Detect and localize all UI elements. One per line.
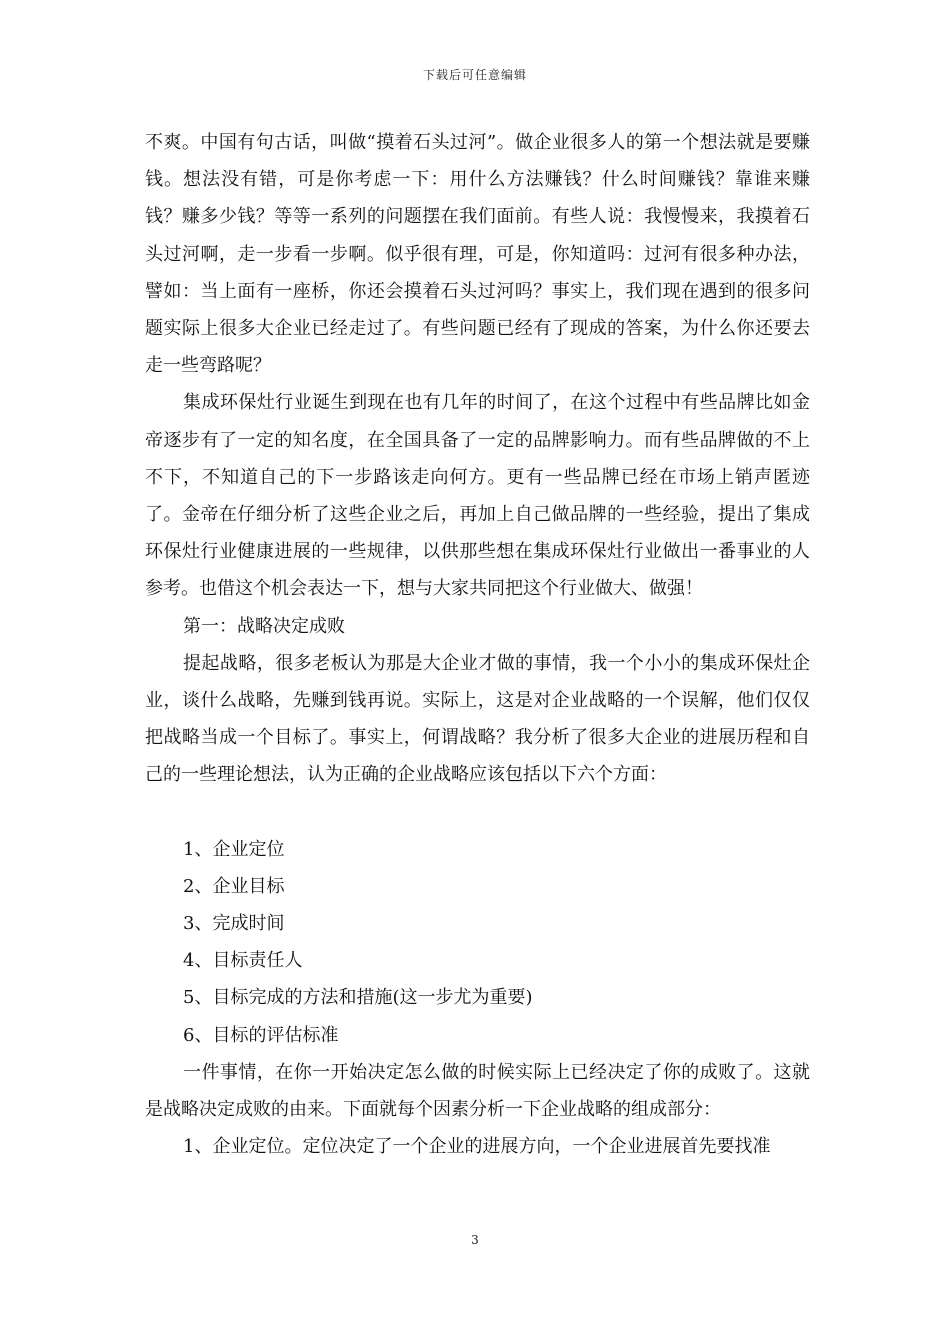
paragraph-4: 一件事情，在你一开始决定怎么做的时候实际上已经决定了你的成败了。这就是战略决定成败的由来。下面就每个因素分析一下企业战略的组成部分： [145,1061,810,1121]
paragraph-3: 提起战略，很多老板认为那是大企业才做的事情，我一个小小的集成环保灶企业，谈什么战略，先赚到钱再说。实际上，这是对企业战略的一个误解，他们仅仅把战略当成一个目标了。事实上，何谓战略？我分析了很多大企业的进展历程和自己的一些理论想法，认为正确的企业战略应该包括以下六个方面： [145,652,810,786]
list-item: 6、目标的评估标准 [183,1024,339,1046]
list-item: 5、目标完成的方法和措施(这一步尤为重要) [183,987,533,1009]
page-number: 3 [471,1233,479,1247]
list-item: 1、企业定位 [183,838,285,860]
paragraph-1: 不爽。中国有句古话，叫做“摸着石头过河”。做企业很多人的第一个想法就是要赚钱。想法没有错，可是你考虑一下：用什么方法赚钱？什么时间赚钱？靠谁来赚钱？赚多少钱？等等一系列的问题摆在我们面前。有些人说：我慢慢来，我摸着石头过河啊，走一步看一步啊。似乎很有理，可是，你知道吗：过河有很多种办法，譬如：当上面有一座桥，你还会摸着石头过河吗？事实上，我们现在遇到的很多问题实际上很多大企业已经走过了。有些问题已经有了现成的答案，为什么你还要去走一些弯路呢？ [145,132,810,377]
paragraph-2: 集成环保灶行业诞生到现在也有几年的时间了，在这个过程中有些品牌比如金帝逐步有了一定的知名度，在全国具备了一定的品牌影响力。而有些品牌做的不上不下，不知道自己的下一步路该走向何方。更有一些品牌已经在市场上销声匿迹了。金帝在仔细分析了这些企业之后，再加上自己做品牌的一些经验，提出了集成环保灶行业健康进展的一些规律，以供那些想在集成环保灶行业做出一番事业的人参考。也借这个机会表达一下，想与大家共同把这个行业做大、做强！ [145,392,810,600]
document-body [145,124,810,1165]
paragraph-5: 1、企业定位。定位决定了一个企业的进展方向，一个企业进展首先要找准 [183,1136,771,1158]
section-heading: 第一：战略决定成败 [183,615,345,637]
page-header: 下载后可任意编辑 [422,68,527,82]
list-item: 4、目标责任人 [183,950,303,972]
strategy-list [145,831,810,1054]
list-item: 2、企业目标 [183,875,285,897]
list-item: 3、完成时间 [183,913,285,935]
